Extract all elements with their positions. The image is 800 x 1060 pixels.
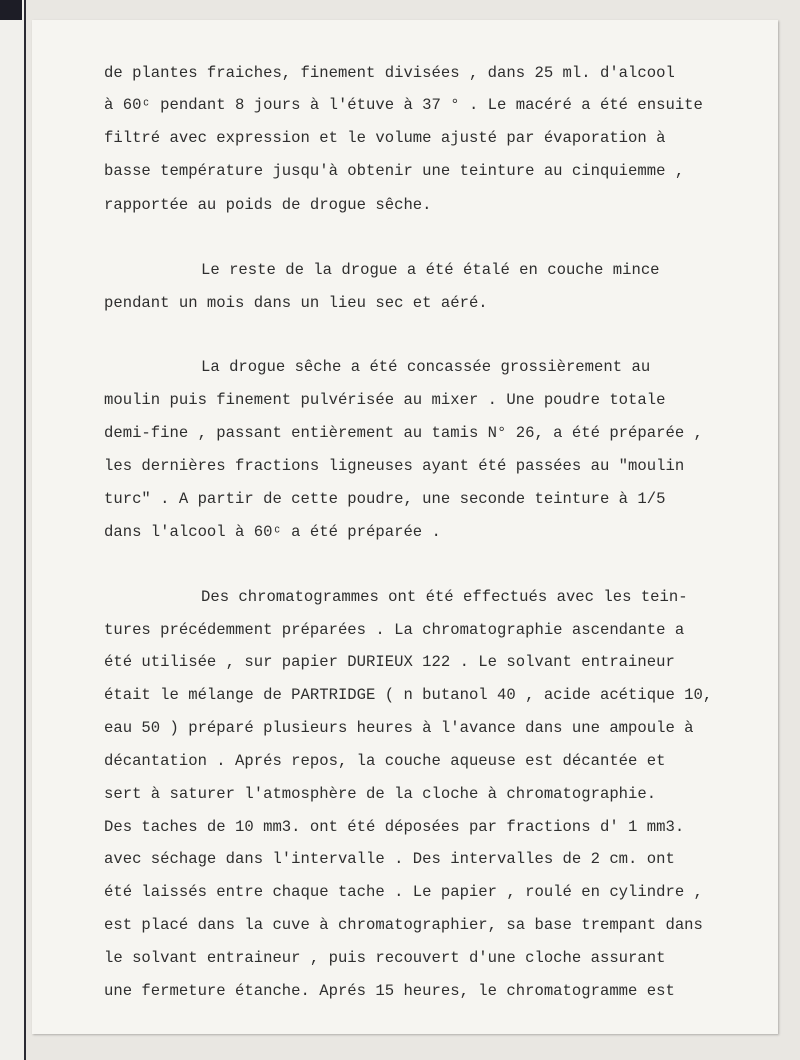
- text-line: tures précédemment préparées . La chromatographie ascendante a: [104, 621, 685, 639]
- text-line: moulin puis finement pulvérisée au mixer . Une poudre totale: [104, 391, 666, 409]
- text-line: une fermeture étanche. Aprés 15 heures, le chromatogramme est: [104, 982, 675, 1000]
- text-line: filtré avec expression et le volume ajusté par évaporation à: [104, 129, 666, 147]
- text-line: avec séchage dans l'intervalle . Des intervalles de 2 cm. ont: [104, 850, 675, 868]
- text-line: sert à saturer l'atmosphère de la cloche à chromatographie.: [104, 785, 657, 803]
- text-line: eau 50 ) préparé plusieurs heures à l'avance dans une ampoule à: [104, 719, 694, 737]
- binding-edge: [0, 0, 22, 20]
- binding-spine: [0, 0, 26, 1060]
- text-line: turc" . A partir de cette poudre, une seconde teinture à 1/5: [104, 490, 666, 508]
- text-line: La drogue sêche a été concassée grossièrement au: [201, 358, 651, 376]
- text-line: les dernières fractions ligneuses ayant été passées au "moulin: [104, 457, 685, 475]
- text-line: était le mélange de PARTRIDGE ( n butanol 40 , acide acétique 10,: [104, 686, 713, 704]
- text-line: pendant un mois dans un lieu sec et aéré.: [104, 294, 488, 312]
- text-line: est placé dans la cuve à chromatographier, sa base trempant dans: [104, 916, 703, 934]
- text-line: de plantes fraiches, finement divisées , dans 25 ml. d'alcool: [104, 64, 675, 82]
- text-line: été utilisée , sur papier DURIEUX 122 . Le solvant entraineur: [104, 653, 675, 671]
- text-line: à 60ᶜ pendant 8 jours à l'étuve à 37 ° . Le macéré a été ensuite: [104, 96, 703, 114]
- text-line: été laissés entre chaque tache . Le papier , roulé en cylindre ,: [104, 883, 703, 901]
- text-line: Des taches de 10 mm3. ont été déposées par fractions d' 1 mm3.: [104, 818, 685, 836]
- text-line: Le reste de la drogue a été étalé en couche mince: [201, 261, 660, 279]
- text-line: décantation . Aprés repos, la couche aqueuse est décantée et: [104, 752, 666, 770]
- text-line: le solvant entraineur , puis recouvert d'une cloche assurant: [104, 949, 666, 967]
- text-line: rapportée au poids de drogue sêche.: [104, 196, 432, 214]
- text-line: dans l'alcool à 60ᶜ a été préparée .: [104, 523, 441, 541]
- text-line: basse température jusqu'à obtenir une teinture au cinquiemme ,: [104, 162, 685, 180]
- text-line: demi-fine , passant entièrement au tamis N° 26, a été préparée ,: [104, 424, 703, 442]
- text-line: Des chromatogrammes ont été effectués avec les tein-: [201, 588, 688, 606]
